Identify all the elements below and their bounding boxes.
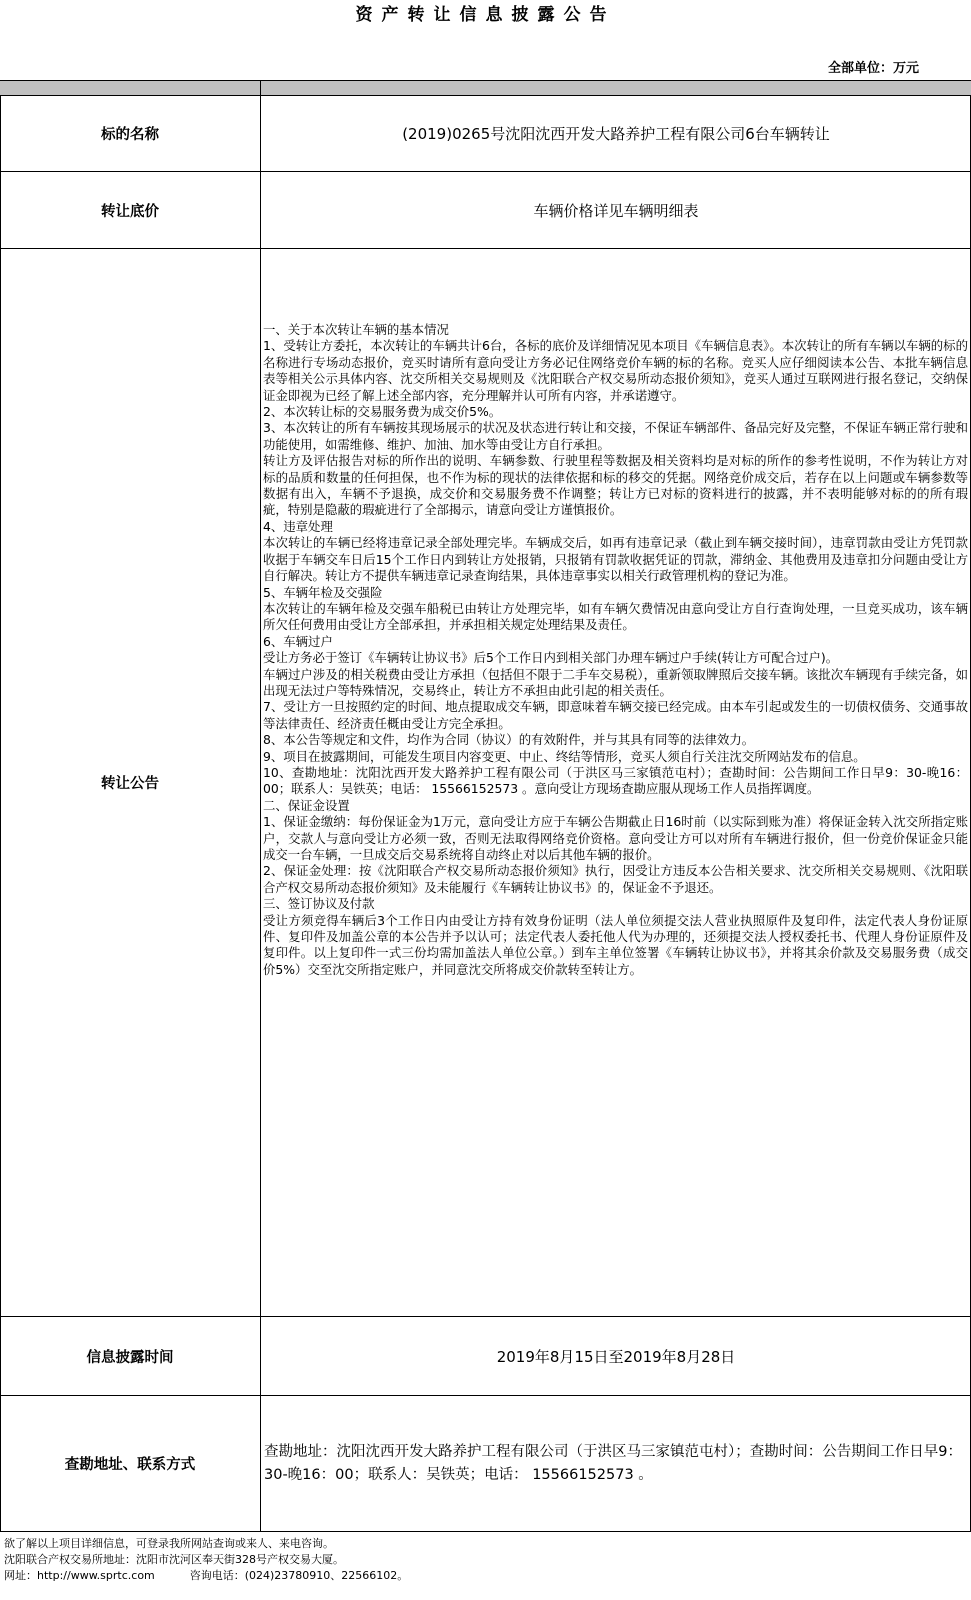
notice-paragraph: 6、车辆过户 bbox=[263, 633, 333, 649]
footer-line-address: 沈阳联合产权交易所地址：沈阳市沈河区奉天街328号产权交易大厦。 bbox=[4, 1553, 344, 1566]
notice-paragraph: 10、查勘地址：沈阳沈西开发大路养护工程有限公司（于洪区马三家镇范屯村）；查勘时间：公告期间工作日早9：30-晚16：00；联系人：吴铁英；电话： 15566152573 。意向受让方现场查勘应服从现场工作人员指挥调度。 bbox=[263, 764, 968, 797]
notice-paragraph: 转让方及评估报告对标的所作出的说明、车辆参数、行驶里程等数据及相关资料均是对标的所作的参考性说明，不作为转让方对标的品质和数量的任何担保，也不作为标的现状的法律依据和标的移交的凭据。网络竞价成交后，若存在以上问题或车辆参数等数据有出入，车辆不予退换，成交价和交易服务费不作调整；转让方已对标的资料进行的披露，并不表明能够对标的的所有瑕疵，特别是隐蔽的瑕疵进行了全部揭示，请意向受让方谨慎报价。 bbox=[263, 453, 968, 518]
notice-paragraph: 受让方须竞得车辆后3个工作日内由受让方持有效身份证明（法人单位须提交法人营业执照原件及复印件，法定代表人身份证原件、复印件及加盖公章的本公告并予以认可；法定代表人委托他人代为办理的，还须提交法人授权委托书、代理人身份证原件及复印件。以上复印件一式三份均需加盖法人单位公章。）到车主单位签署《车辆转让协议书》，并将其余价款及交易服务费（成交价5%）交至沈交所指定账户，并同意沈交所将成交价款转至转让方。 bbox=[263, 912, 968, 977]
notice-paragraph: 8、本公告等规定和文件，均作为合同（协议）的有效附件，并与其具有同等的法律效力。 bbox=[263, 732, 755, 748]
notice-label: 转让公告 bbox=[101, 776, 159, 792]
table-header-band bbox=[0, 80, 971, 96]
footer-line-info: 欲了解以上项目详细信息，可登录我所网站查询或来人、来电咨询。 bbox=[4, 1537, 334, 1550]
notice-paragraph: 本次转让的车辆已经将违章记录全部处理完毕。车辆成交后，如再有违章记录（截止到车辆交接时间），违章罚款由受让方凭罚款收据于车辆交车日后15个工作日内到转让方处报销，只报销有罚款收据凭证的罚款，滞纳金、其他费用及违章扣分问题由受让方自行解决。转让方不提供车辆违章记录查询结果，具体违章事实以相关行政管理机构的登记为准。 bbox=[263, 535, 968, 584]
notice-paragraph: 9、项目在披露期间，可能发生项目内容变更、中止、终结等情形，竞买人须自行关注沈交所网站发布的信息。 bbox=[263, 748, 866, 764]
notice-paragraph: 车辆过户涉及的相关税费由受让方承担（包括但不限于二手车交易税），重新领取牌照后交接车辆。该批次车辆现有手续完备，如出现无法过户等特殊情况，交易终止，转让方不承担由此引起的相关责任。 bbox=[263, 666, 968, 698]
notice-paragraph: 受让方务必于签订《车辆转让协议书》后5个工作日内到相关部门办理车辆过户手续(转让方可配合过户)。 bbox=[263, 650, 839, 666]
notice-paragraph: 三、签订协议及付款 bbox=[263, 896, 375, 912]
price-label: 转让底价 bbox=[101, 203, 159, 220]
contact-label: 查勘地址、联系方式 bbox=[64, 1457, 196, 1473]
notice-paragraph: 一、关于本次转让车辆的基本情况 bbox=[263, 322, 449, 337]
notice-paragraph: 2、保证金处理：按《沈阳联合产权交易所动态报价须知》执行，因受让方违反本公告相关要求、沈交所相关交易规则、《沈阳联合产权交易所动态报价须知》及未能履行《车辆转让协议书》的，保证金不予退还。 bbox=[263, 863, 968, 895]
contact-value: 查勘地址：沈阳沈西开发大路养护工程有限公司（于洪区马三家镇范屯村）；查勘时间：公告期间工作日早9：30-晚16：00；联系人：吴铁英；电话： 15566152573 。 bbox=[264, 1444, 962, 1483]
page-title: 资产转让信息披露公告 bbox=[355, 5, 616, 25]
footer-notes bbox=[4, 1536, 964, 1584]
name-value: (2019)0265号沈阳沈西开发大路养护工程有限公司6台车辆转让 bbox=[402, 125, 830, 143]
notice-paragraph: 4、违章处理 bbox=[263, 518, 333, 534]
notice-paragraph: 本次转让的车辆年检及交强车船税已由转让方处理完毕，如有车辆欠费情况由意向受让方自行查询处理，一旦竞买成功，该车辆所欠任何费用由受让方全部承担，并承担相关规定处理结果及责任。 bbox=[263, 600, 968, 633]
notice-body bbox=[263, 322, 968, 978]
period-label: 信息披露时间 bbox=[86, 1349, 174, 1366]
notice-paragraph: 7、受让方一旦按照约定的时间、地点提取成交车辆，即意味着车辆交接已经完成。由本车引起或发生的一切债权债务、交通事故等法律责任、经济责任概由受让方完全承担。 bbox=[263, 699, 968, 731]
period-value: 2019年8月15日至2019年8月28日 bbox=[496, 1347, 736, 1366]
notice-paragraph: 1、保证金缴纳：每份保证金为1万元，意向受让方应于车辆公告期截止日16时前（以实际到账为准）将保证金转入沈交所指定账户，交款人与意向受让方必须一致，否则无法取得网络竞价资格。意向受让方可以对所有车辆进行报价，但一份竞价保证金只能成交一台车辆，一旦成交后交易系统将自动终止对以后其他车辆的报价。 bbox=[263, 814, 968, 862]
notice-paragraph: 5、车辆年检及交强险 bbox=[263, 584, 383, 600]
column-divider bbox=[260, 80, 261, 1532]
notice-paragraph: 3、本次转让的所有车辆按其现场展示的状况及状态进行转让和交接，不保证车辆部件、备品完好及完整，不保证车辆正常行驶和功能使用，如需维修、维护、加油、加水等由受让方自行承担。 bbox=[263, 420, 968, 452]
notice-paragraph: 1、受转让方委托，本次转让的车辆共计6台，各标的底价及详细情况见本项目《车辆信息表》。本次转让的所有车辆以车辆的标的名称进行专场动态报价，竞买时请所有意向受让方务必记住网络竞价车辆的标的名称。竞买人应仔细阅读本公告、本批车辆信息表等相关公示具体内容、沈交所相关交易规则及《沈阳联合产权交易所动态报价须知》，竞买人通过互联网进行报名登记，交纳保证金即视为已经了解上述全部内容，充分理解并认可所有内容，并承诺遵守。 bbox=[263, 338, 968, 403]
price-value: 车辆价格详见车辆明细表 bbox=[533, 201, 699, 220]
footer-line-contact: 网址：http://www.sprtc.com 咨询电话：(024)23780910、22566102。 bbox=[4, 1569, 409, 1582]
name-label: 标的名称 bbox=[101, 127, 159, 143]
notice-paragraph: 二、保证金设置 bbox=[263, 797, 350, 813]
unit-note: 全部单位：万元 bbox=[827, 61, 919, 76]
notice-paragraph: 2、本次转让标的交易服务费为成交价5%。 bbox=[263, 404, 502, 420]
